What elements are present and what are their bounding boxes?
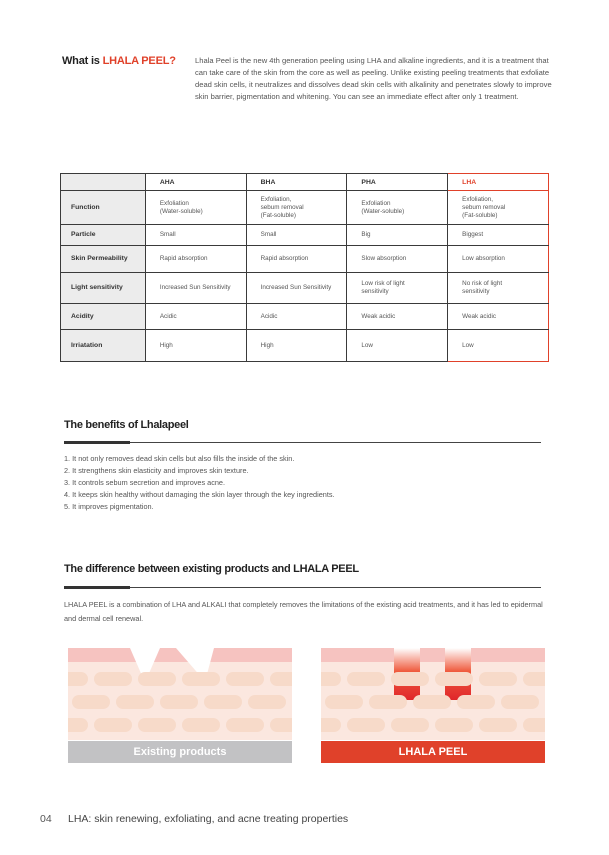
difference-title: The difference between existing products and LHALA PEEL — [64, 563, 359, 575]
table-cell: Big — [347, 225, 448, 246]
table-cell: Acidic — [246, 304, 347, 330]
table-cell: Low — [347, 330, 448, 362]
intro-heading — [62, 55, 176, 67]
benefits-rule-accent — [64, 441, 130, 444]
table-row — [61, 330, 549, 362]
table-cell: Low absorption — [448, 246, 549, 273]
skin-cell — [182, 718, 220, 732]
skin-cell — [391, 672, 429, 686]
table-cell: High — [145, 330, 246, 362]
page-number: 04 — [40, 813, 52, 825]
benefits-rule — [64, 442, 541, 443]
skin-cell — [94, 718, 132, 732]
table-row — [61, 273, 549, 304]
skin-cell — [226, 718, 264, 732]
table-row-label: Irriatation — [61, 330, 146, 362]
table-row-label: Skin Permeability — [61, 246, 146, 273]
table-row — [61, 191, 549, 225]
skin-cell — [479, 672, 517, 686]
lhala-skin-illustration — [321, 648, 545, 740]
skin-cell — [160, 695, 198, 709]
skin-cell — [457, 695, 495, 709]
benefits-title: The benefits of Lhalapeel — [64, 419, 189, 431]
skin-cell — [116, 695, 154, 709]
skin-cell — [182, 672, 220, 686]
comparison-table — [60, 173, 549, 362]
table-cell: Low risk of light sensitivity — [347, 273, 448, 304]
table-cell: Increased Sun Sensitivity — [246, 273, 347, 304]
list-item: 5. It improves pigmentation. — [64, 502, 154, 511]
skin-cell — [347, 718, 385, 732]
skin-cell — [138, 672, 176, 686]
table-cell: Acidic — [145, 304, 246, 330]
benefits-list — [64, 453, 335, 513]
list-item: 4. It keeps skin healthy without damaging the skin layer through the key ingredients. — [64, 490, 335, 499]
skin-cell — [68, 718, 88, 732]
table-cell: Low — [448, 330, 549, 362]
table-cell: High — [246, 330, 347, 362]
skin-cell — [270, 718, 292, 732]
existing-products-caption: Existing products — [68, 741, 292, 763]
skin-cell — [523, 672, 545, 686]
table-cell: Increased Sun Sensitivity — [145, 273, 246, 304]
skin-cell — [413, 695, 451, 709]
table-header-aha: AHA — [145, 174, 246, 191]
skin-cell — [94, 672, 132, 686]
table-cell: Rapid absorption — [246, 246, 347, 273]
table-row — [61, 304, 549, 330]
table-cell: Exfoliation, sebum removal (Fat-soluble) — [246, 191, 347, 225]
skin-cell — [435, 718, 473, 732]
table-cell: Weak acidic — [448, 304, 549, 330]
skin-cell — [347, 672, 385, 686]
skin-cell — [391, 718, 429, 732]
list-item: 3. It controls sebum secretion and improves acne. — [64, 478, 226, 487]
table-cell: Weak acidic — [347, 304, 448, 330]
table-cell: No risk of light sensitivity — [448, 273, 549, 304]
intro-heading-accent: LHALA PEEL? — [102, 55, 176, 67]
table-cell: Biggest — [448, 225, 549, 246]
existing-skin-illustration — [68, 648, 292, 740]
skin-cell — [204, 695, 242, 709]
skin-cell — [435, 672, 473, 686]
list-item: 1. It not only removes dead skin cells but also fills the inside of the skin. — [64, 454, 295, 463]
table-header-row — [61, 174, 549, 191]
table-row — [61, 225, 549, 246]
skin-cell — [138, 718, 176, 732]
table-cell: Exfoliation (Water-soluble) — [347, 191, 448, 225]
table-cell: Slow absorption — [347, 246, 448, 273]
difference-rule — [64, 587, 541, 588]
difference-rule-accent — [64, 586, 130, 589]
skin-cell — [501, 695, 539, 709]
skin-cell — [321, 718, 341, 732]
table-cell: Small — [145, 225, 246, 246]
lhala-peel-caption: LHALA PEEL — [321, 741, 545, 763]
table-cell: Exfoliation, sebum removal (Fat-soluble) — [448, 191, 549, 225]
difference-paragraph: LHALA PEEL is a combination of LHA and ALKALI that completely removes the limitations of the existing acid treatments, and it has led to epidermal and dermal cell renewal. — [64, 600, 543, 623]
skin-cell — [321, 672, 341, 686]
skin-cell — [479, 718, 517, 732]
table-cell: Rapid absorption — [145, 246, 246, 273]
skin-cell — [369, 695, 407, 709]
skin-cell — [270, 672, 292, 686]
skin-cell — [68, 672, 88, 686]
skin-cell — [226, 672, 264, 686]
skin-cell — [72, 695, 110, 709]
skin-cell — [523, 718, 545, 732]
table-header-pha: PHA — [347, 174, 448, 191]
table-row — [61, 246, 549, 273]
table-header-corner — [61, 174, 146, 191]
table-header-lha: LHA — [448, 174, 549, 191]
skin-cell — [248, 695, 286, 709]
table-row-label: Acidity — [61, 304, 146, 330]
table-row-label: Function — [61, 191, 146, 225]
table-header-bha: BHA — [246, 174, 347, 191]
intro-heading-prefix: What is — [62, 55, 103, 67]
table-cell: Small — [246, 225, 347, 246]
intro-paragraph: Lhala Peel is the new 4th generation peeling using LHA and alkaline ingredients, and it is a treatment that can take care of the skin from the core as well as peeling. Unlike existing peeling treatments that exfoliate dead skin cells, it neutralizes and dissolves dead skin cells with alkalinity and penetrates slowly to improve skin barrier, pigmentation and whitening. You can see an immediate effect after only 1 treatment. — [195, 56, 552, 101]
list-item: 2. It strengthens skin elasticity and improves skin texture. — [64, 466, 249, 475]
table-row-label: Light sensitivity — [61, 273, 146, 304]
table-row-label: Particle — [61, 225, 146, 246]
table-cell: Exfoliation (Water-soluble) — [145, 191, 246, 225]
footer-title: LHA: skin renewing, exfoliating, and acne treating properties — [68, 813, 349, 825]
skin-cell — [325, 695, 363, 709]
